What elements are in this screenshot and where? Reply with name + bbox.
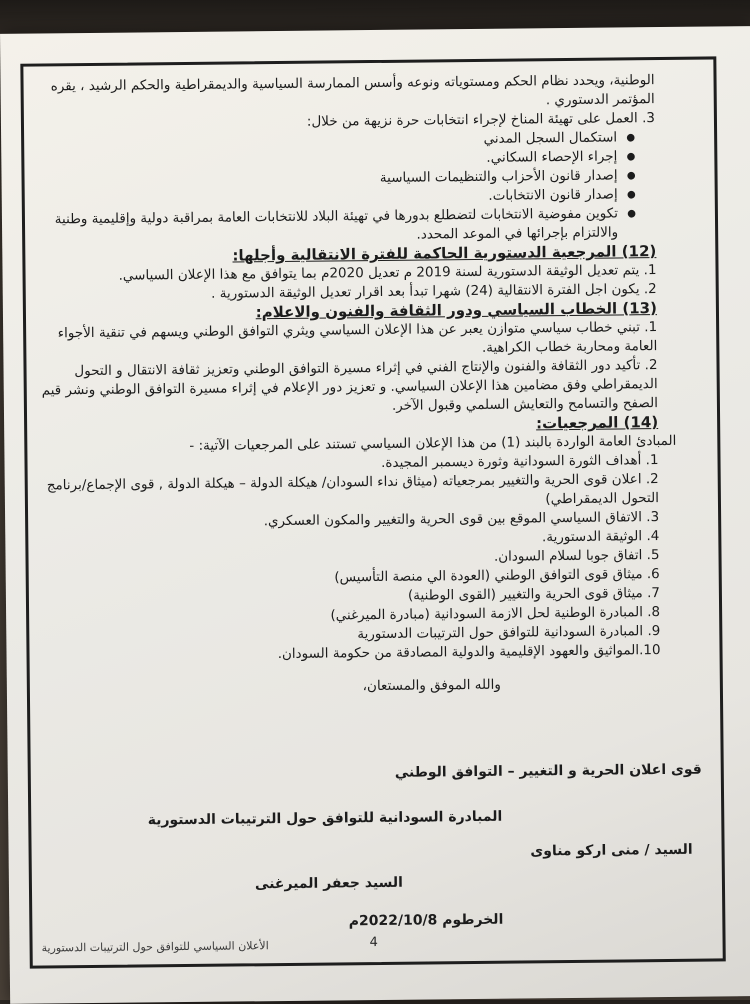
bullet-item: ● استكمال السجل المدني bbox=[35, 128, 617, 153]
bullet-item: ● إصدار قانون الانتخابات. bbox=[36, 185, 618, 210]
section-13-heading: (13) الخطاب السياسي ودور الثقافة والفنون والاعلام: bbox=[255, 299, 658, 322]
reference-item: 2. اعلان قوى الحرية والتغيير بمرجعياته (ميثاق نداء السودان/ هيكلة الدولة – هيكلة الدولة , قوى الإجماع/برنامج التحول الديمقراطي) bbox=[46, 471, 660, 508]
reference-item: 8. المبادرة الوطنية لحل الازمة السودانية (مبادرة الميرغني) bbox=[330, 604, 661, 624]
place-date: الخرطوم 2022/10/8م bbox=[348, 911, 504, 930]
signature-person-1: السيد / منى اركو مناوى bbox=[530, 841, 693, 860]
section-14-heading: (14) المرجعيات: bbox=[535, 413, 659, 433]
section-12-item: 1. يتم تعديل الوثيقة الدستورية لسنة 2019 م تعديل 2020م بما يتوافق مع هذا الإعلان السياسي. bbox=[118, 262, 657, 284]
reference-item: 6. ميثاق قوى التوافق الوطني (العودة الي منصة التأسيس) bbox=[334, 566, 660, 586]
page-number: 4 bbox=[369, 935, 378, 951]
document-page bbox=[0, 26, 750, 1004]
reference-item: 7. ميثاق قوى الحرية والتغيير (القوى الوطنية) bbox=[407, 585, 660, 604]
bullet-item: ● إجراء الإحصاء السكاني. bbox=[35, 147, 617, 172]
bullet-list bbox=[35, 128, 696, 249]
section-12-heading: (12) المرجعية الدستورية الحاكمة للفترة الانتقالية وأجلها: bbox=[232, 242, 657, 265]
signature-person-2: السيد جعفر الميرغنى bbox=[254, 874, 404, 893]
reference-item: 1. أهداف الثورة السودانية وثورة ديسمبر المجيدة. bbox=[380, 452, 659, 471]
reference-item: 9. المبادرة السودانية للتوافق حول الترتيبات الدستورية bbox=[357, 623, 661, 643]
footer-text: الأعلان السياسي للتوافق حول الترتيبات الدستورية bbox=[41, 939, 269, 955]
reference-item: 5. اتفاق جوبا لسلام السودان. bbox=[493, 547, 660, 565]
reference-item: 10.المواثيق والعهود الإقليمية والدولية المصادقة من حكومة السودان. bbox=[277, 642, 661, 663]
section-13-item: 2. تأكيد دور الثقافة والفنون والإنتاج الفني في إثراء مسيرة التوافق الوطني وتعزيز ثقافة الانتقال و التحول الديمقراطي وفق مضامين هذا الإعلان السياسي. و تعزيز دور الإعلام في إثراء مسيرة التوافق الوطني ونشر قيم الصفح والتسامح والتعايش السلمي وقبول الآخر. bbox=[41, 357, 659, 414]
reference-item: 4. الوثيقة الدستورية. bbox=[541, 528, 660, 546]
closing-line: والله الموفق والمستعان، bbox=[362, 676, 501, 695]
section-14-intro: المبادئ العامة الواردة بالبند (1) من هذا الإعلان السياسي تستند على المرجعيات الآتية: - bbox=[189, 432, 677, 454]
section-12-item: 2. يكون اجل الفترة الانتقالية (24) شهرا تبدأ بعد اقرار تعديل الوثيقة الدستورية . bbox=[211, 281, 657, 302]
page-content bbox=[34, 71, 703, 958]
bullet-item: ● إصدار قانون الأحزاب والتنظيمات السياسية bbox=[35, 166, 617, 191]
item-3: 3. العمل على تهيئة المناخ لإجراء انتخابات حرة نزيهة من خلال: bbox=[306, 110, 656, 130]
signature-group-2: المبادرة السودانية للتوافق حول الترتيبات الدستورية bbox=[147, 808, 503, 829]
bullet-item: ● تكوين مفوضية الانتخابات لتضطلع بدورها في تهيئة البلاد للانتخابات العامة بمراقبة دولية وإقليمية وطنية والالتزام بإجرائها في الموعد المحدد. bbox=[36, 204, 618, 248]
signature-group-1: قوى اعلان الحرية و التغيير – التوافق الوطني bbox=[394, 761, 702, 781]
reference-item: 3. الاتفاق السياسي الموقع بين قوى الحرية والتغيير والمكون العسكري. bbox=[263, 509, 660, 530]
section-13-item: 1. تبني خطاب سياسي متوازن يعبر عن هذا الإعلان السياسي ويثري التوافق الوطني ويسهم في تنقية الأجواء العامة ومحاربة خطاب الكراهية. bbox=[57, 319, 658, 356]
continued-paragraph: الوطنية، ويحدد نظام الحكم ومستوياته ونوعه وأسس الممارسة السياسية والديمقراطية والحكم الرشيد ، يقره المؤتمر الدستوري . bbox=[50, 72, 655, 109]
